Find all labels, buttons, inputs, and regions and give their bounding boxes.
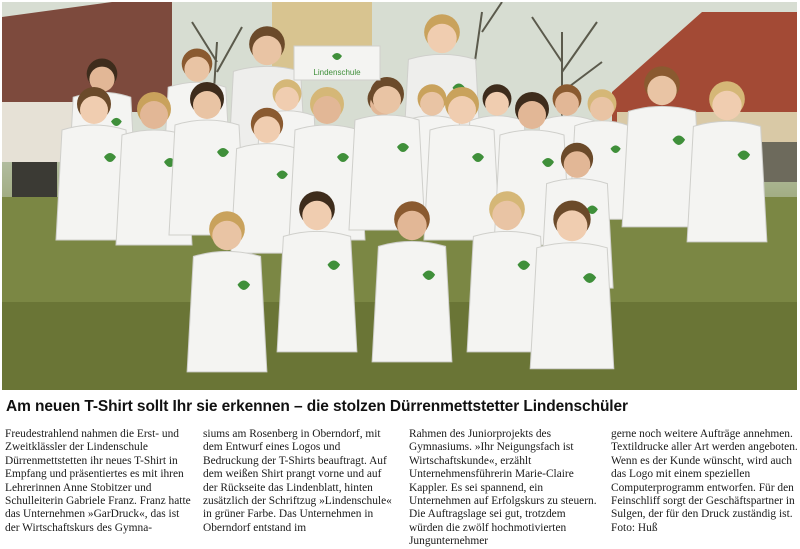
article-column-1: Freudestrahlend nahmen die Erst- und Zweitklässler der Lindenschule Dürrenmettstetten ihr neues T-Shirt in Empfang und präsentiertes es mit ihren Lehrerinnen Anne Stobitzer und Schulleiterin Gabriele Franz. Franz hatte das Unternehmen »GarDruck«, das ist der Wirtschaftskurs des Gymna- (5, 428, 191, 534)
article-column-2: siums am Rosenberg in Oberndorf, mit dem Entwurf eines Logos und Bedruckung der T-Shirts beauftragt. Auf dem weißen Shirt prangt vorne und auf der Rückseite das Lindenblatt, hinten zusätzlich der Schriftzug »Lindenschule« in grüner Farbe. Das Unternehmen in Oberndorf entstand im (203, 428, 392, 534)
article-column-4: gerne noch weitere Aufträge annehmen. Textildrucke aller Art werden angeboten. Wenn es der Kunde wünscht, wird auch das Logo mit einem speziellen Computerprogramm entworfen. Für den Feinschliff sorgt der Geschäftspartner in Sulgen, der für den Druck zuständig ist. Foto: Huß (611, 428, 798, 534)
group-photo-illustration (2, 2, 797, 390)
article-headline: Am neuen T-Shirt sollt Ihr sie erkennen – die stolzen Dürrenmettstetter Lindenschüler (6, 398, 628, 415)
article-column-3: Rahmen des Juniorprojekts des Gymnasiums. »Ihr Neigungsfach ist Wirtschaftskunde«, erzählt Unternehmensführerin Marie-Claire Kappler. Es sei spannend, ein Unternehmen auf Erfolgskurs zu steuern. Die Auftragslage sei gut, trotzdem würden die zwölf hochmotivierten Jungunternehmer (409, 428, 597, 548)
group-photo (2, 2, 797, 390)
banner-text: Lindenschule (313, 68, 361, 77)
article-body (5, 428, 798, 548)
